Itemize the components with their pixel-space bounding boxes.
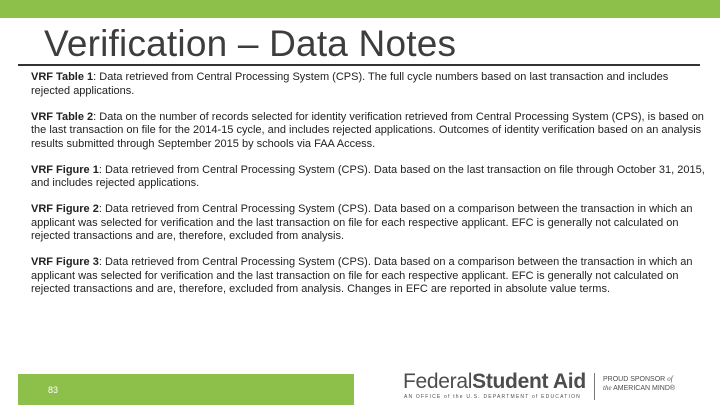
note-label: VRF Figure 2 (31, 203, 99, 215)
slide-title: Verification – Data Notes (44, 23, 457, 64)
sponsor-line-2 (603, 384, 675, 393)
logo-word-student-aid: Student Aid (472, 370, 586, 393)
sponsor-text: PROUD SPONSOR (603, 376, 666, 383)
note-text: : Data retrieved from Central Processing System (CPS). Data based on the last transaction on file through October 31, 2015, and includes rejected applications. (31, 163, 705, 189)
logo-word-federal: Federal (403, 370, 473, 393)
title-underline (18, 64, 700, 66)
logo-wordmark (403, 370, 586, 394)
note-vrf-figure-1 (31, 164, 706, 191)
note-text: : Data retrieved from Central Processing System (CPS). Data based on a comparison between the transaction in which an applicant was selected for verification and the last transaction on file for each respective applicant. EFC is generally not calculated on rejected transactions and are, therefore, excluded from analysis. (31, 203, 693, 242)
page-number: 83 (48, 385, 59, 395)
federal-student-aid-logo (403, 370, 703, 402)
sponsor-badge (603, 375, 675, 393)
registered-mark: ® (669, 385, 676, 392)
sponsor-text: of (667, 375, 673, 383)
note-vrf-table-1 (31, 71, 706, 98)
footer-accent-bar (18, 374, 354, 405)
logo-divider (594, 373, 595, 400)
sponsor-text: AMERICAN MIND (613, 385, 670, 392)
note-text: : Data retrieved from Central Processing System (CPS). The full cycle numbers based on last transaction and includes rejected applications. (31, 71, 669, 97)
note-text: : Data on the number of records selected for identity verification retrieved from Central Processing System (CPS), is based on the last transaction on file for the 2014-15 cycle, and includes rejected applications. Outcomes of identity verification based on an analysis results submitted through September 2015 by schools via FAA Access. (31, 110, 704, 150)
notes-list (31, 71, 706, 309)
note-vrf-table-2 (31, 111, 706, 152)
sponsor-line-1 (603, 375, 675, 384)
top-accent-bar (0, 0, 720, 18)
note-label: VRF Figure 1 (31, 163, 99, 176)
note-vrf-figure-3 (31, 256, 706, 297)
note-vrf-figure-2 (31, 203, 706, 244)
note-label: VRF Figure 3 (31, 256, 99, 268)
note-label: VRF Table 1 (31, 71, 94, 83)
note-text: : Data retrieved from Central Processing System (CPS). Data based on a comparison between the transaction in which an applicant was selected for verification and the last transaction on file for each respective applicant. EFC is generally not calculated on rejected transactions and are, therefore, excluded from analysis. Changes in EFC are reported in absolute value terms. (31, 256, 693, 295)
note-label: VRF Table 2 (31, 110, 94, 123)
sponsor-text: the (603, 384, 612, 392)
logo-tagline: AN OFFICE of the U.S. DEPARTMENT of EDUCATION (404, 394, 581, 400)
